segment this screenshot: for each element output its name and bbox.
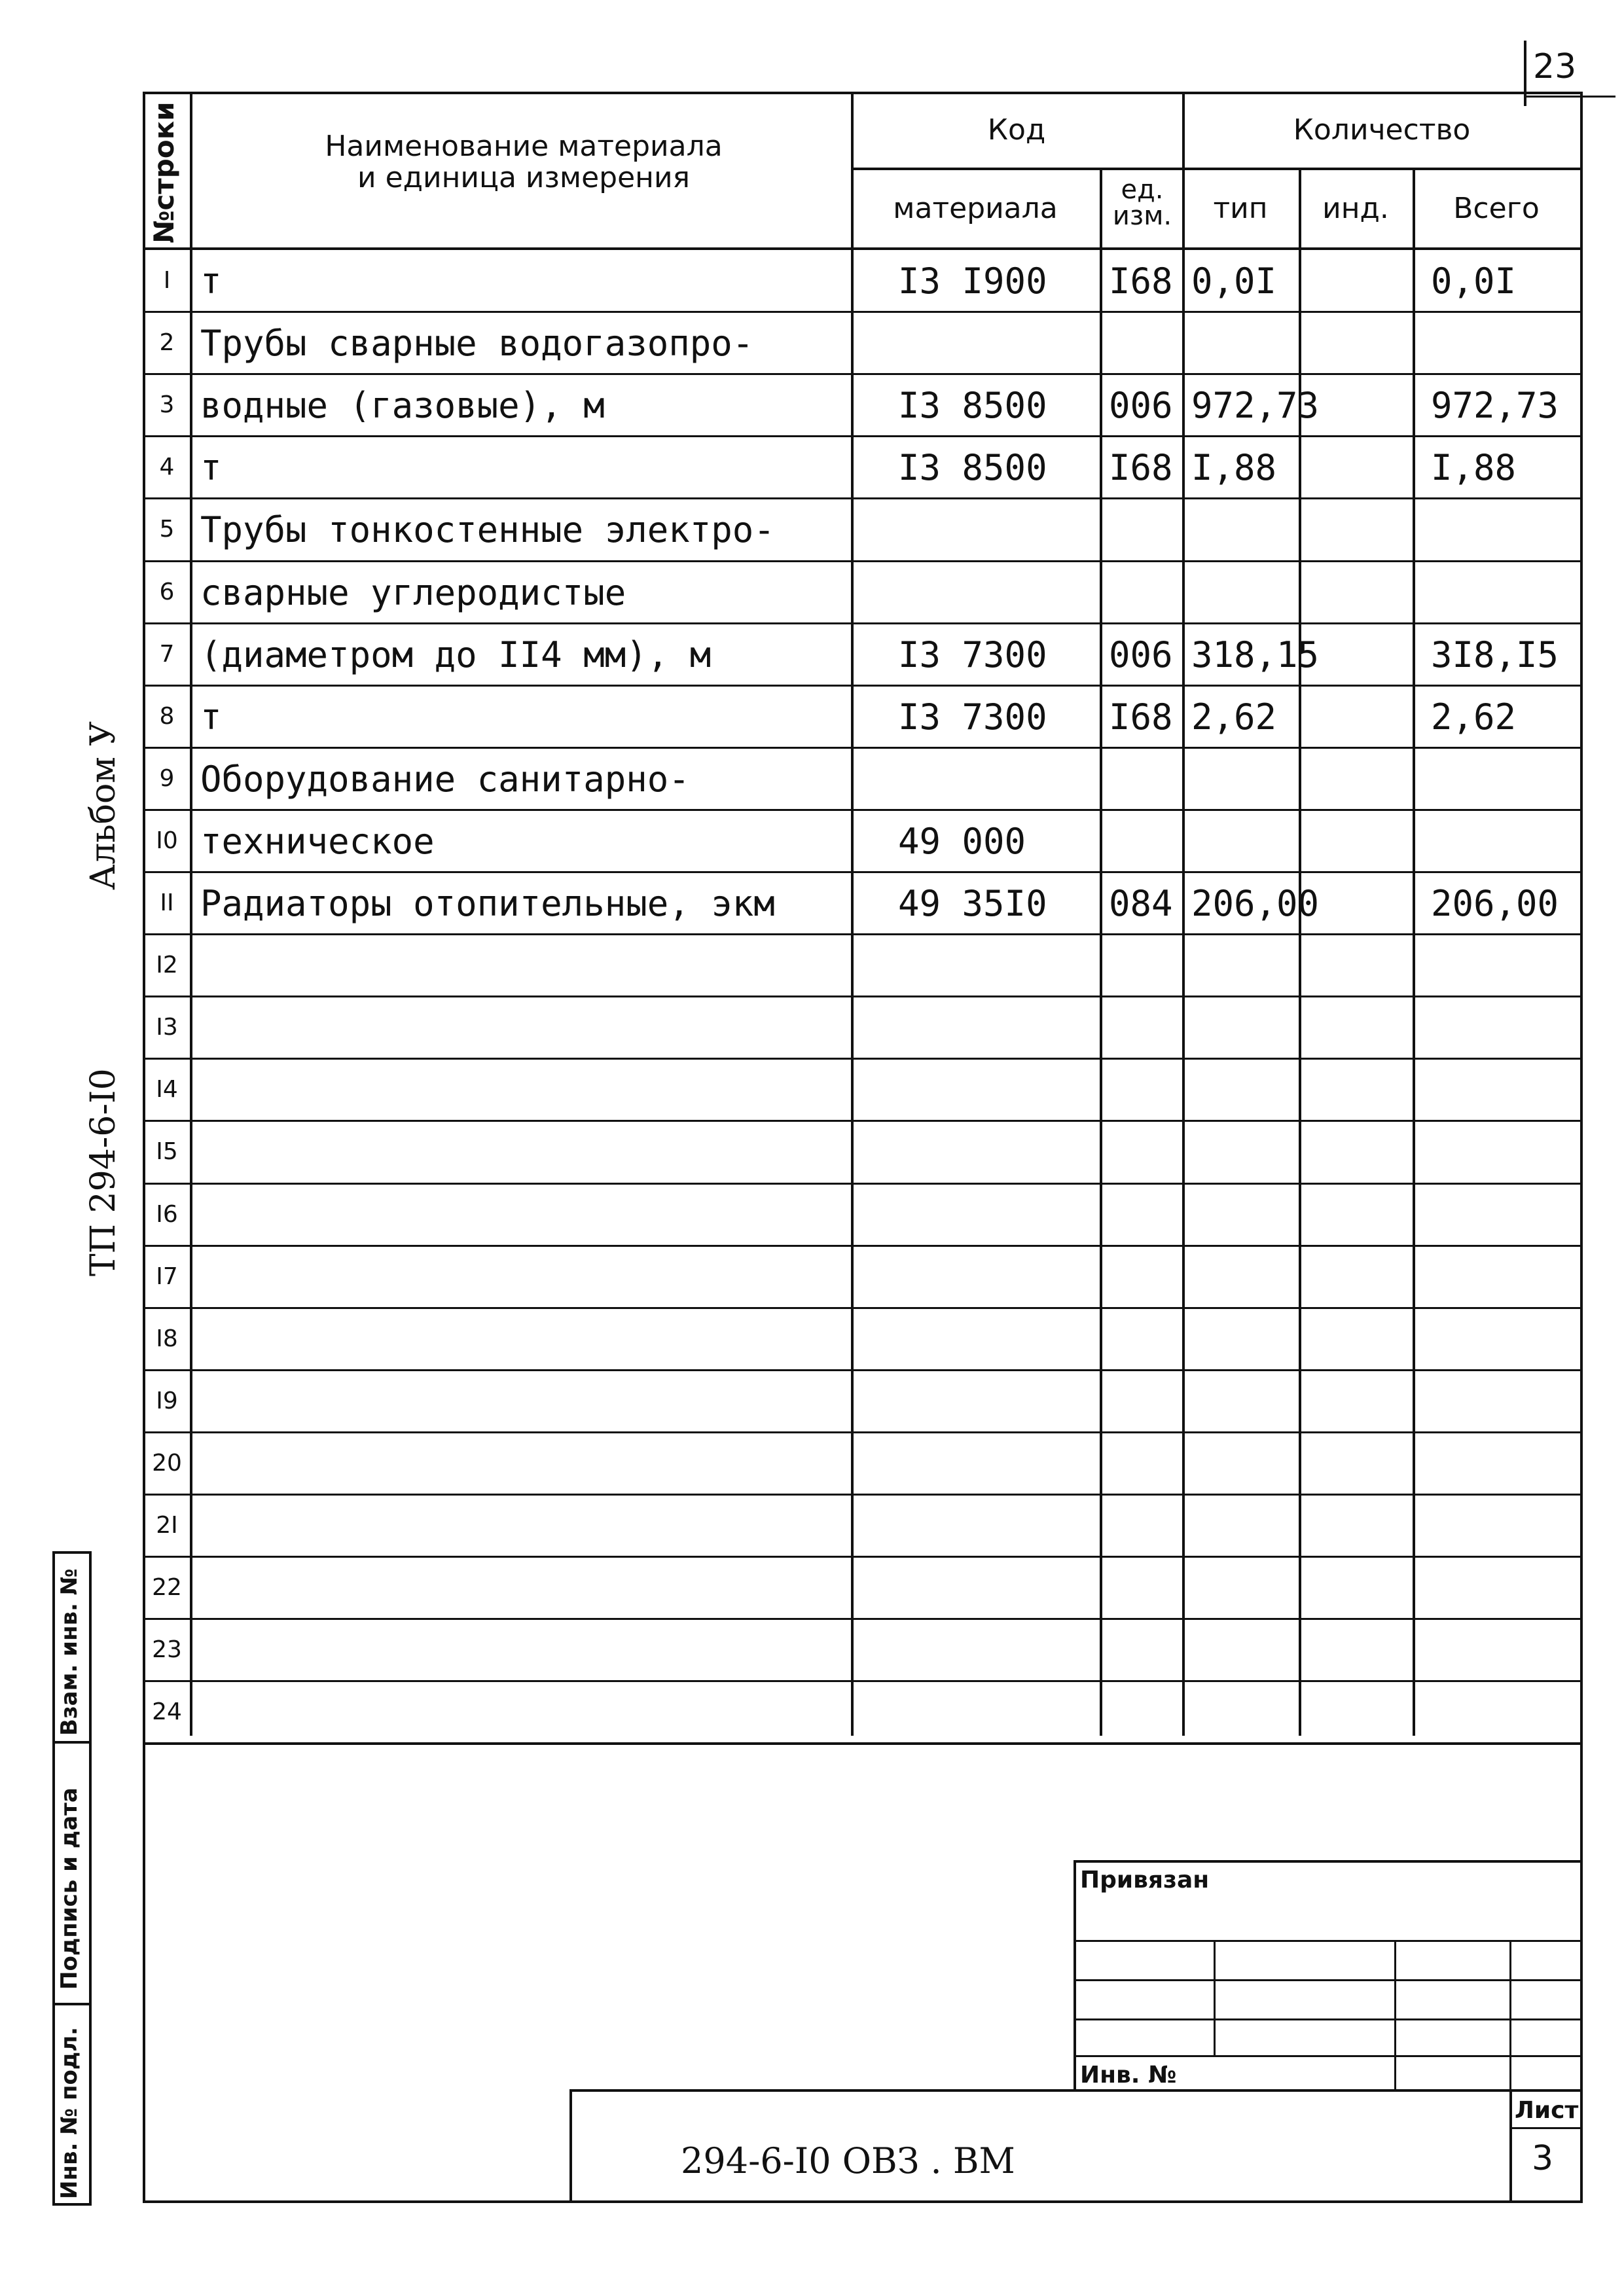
cell-unit: I68 [1109,260,1173,302]
cell-name: Оборудование санитарно- [200,758,690,800]
col-line-rownum [190,92,192,1736]
row-number: I7 [156,1263,178,1290]
table-right-border [1580,92,1583,2203]
row-separator [143,809,1583,811]
album-label: Альбом У [84,721,123,890]
row-separator [143,996,1583,997]
row-separator [143,933,1583,935]
cell-code: I3 8500 [898,385,1047,427]
header-qty: Количество [1293,113,1471,147]
title-block-sheet-divider [1509,2089,1512,2203]
row-separator [143,1245,1583,1247]
margin-top-border [52,1551,92,1554]
stamp-line-3 [1074,2018,1583,2020]
row-separator [143,1556,1583,1558]
cell-type: 0,0I [1191,260,1277,302]
cell-unit: 006 [1109,634,1173,675]
row-separator [143,1431,1583,1433]
row-separator [143,1680,1583,1682]
cell-code: I3 7300 [898,696,1047,738]
row-number: 7 [159,640,175,668]
row-number: 4 [159,454,175,481]
row-number: I6 [156,1200,178,1228]
row-number: 22 [152,1574,182,1602]
cell-code: 49 35I0 [898,883,1047,924]
row-number: I9 [156,1387,178,1414]
cell-type: 972,73 [1191,385,1320,427]
stamp-col-1 [1214,1940,1216,2055]
margin-bottom-border [52,2203,92,2206]
header-name: Наименование материала и единица измерения [325,130,723,195]
sheet-label-divider [1509,2127,1583,2129]
margin-divider-2 [52,2003,92,2005]
row-number: 5 [159,516,175,543]
row-number: I5 [156,1138,178,1166]
cell-name: сварные углеродистые [200,571,626,613]
cell-total: 2,62 [1431,696,1517,738]
margin-left-border [52,1551,55,2206]
title-block-left [569,2089,572,2203]
row-number: I3 [156,1014,178,1041]
row-number: I [163,267,171,294]
stamp-line-4 [1074,2055,1583,2057]
cell-unit: I68 [1109,696,1173,738]
cell-unit: 006 [1109,385,1173,427]
header-code-unit: ед. изм. [1112,175,1172,231]
row-separator [143,435,1583,437]
sheet-label: Лист [1515,2097,1579,2124]
row-number: II [160,889,174,916]
row-separator [143,497,1583,499]
row-separator [143,560,1583,562]
cell-total: 972,73 [1431,385,1559,427]
row-separator [143,622,1583,624]
cell-type: I,88 [1191,447,1277,489]
row-separator [143,685,1583,687]
header-code: Код [987,113,1046,147]
header-qty-type: тип [1213,192,1268,225]
page-number: 23 [1533,47,1577,86]
header-bottom [143,247,1583,250]
cell-name: т [200,260,222,302]
row-number: 23 [152,1636,182,1664]
col-line-code [1100,168,1102,1736]
header-qty-total: Всего [1453,192,1540,225]
row-number: 3 [159,391,175,419]
cell-name: Радиаторы отопительные, экм [200,883,775,924]
margin-inner-border [89,1551,92,2206]
cell-name: Трубы тонкостенные электро- [200,509,775,551]
stamp-line-1 [1074,1940,1583,1942]
cell-type: 206,00 [1191,883,1320,924]
header-row-no: №строки [148,101,180,243]
header-qty-ind: инд. [1322,192,1389,225]
row-number: I8 [156,1325,178,1352]
row-number: 8 [159,702,175,730]
vzam-inv-label: Взам. инв. № [56,1568,82,1736]
stamp-inv-no: Инв. № [1080,2062,1177,2089]
cell-code: 49 000 [898,820,1026,862]
cell-total: I,88 [1431,447,1517,489]
cell-total: 3I8,I5 [1431,634,1559,675]
cell-total: 0,0I [1431,260,1517,302]
cell-name: водные (газовые), м [200,385,605,427]
row-separator [143,1369,1583,1371]
col-line-name [851,92,854,1736]
col-line-ind [1413,168,1415,1736]
stamp-privyazan: Привязан [1080,1867,1210,1893]
cell-name: (диаметром до II4 мм), м [200,634,712,675]
cell-unit: I68 [1109,447,1173,489]
row-separator [143,373,1583,375]
stamp-col-2 [1394,1940,1396,2092]
stamp-line-2 [1074,1979,1583,1981]
title-block-top [569,2089,1583,2092]
table-bottom-border [143,2200,1583,2203]
cell-type: 2,62 [1191,696,1277,738]
project-code-label: ТП 294-6-I0 [84,1068,123,1276]
podpis-data-label: Подпись и дата [56,1787,82,1990]
row-separator [143,1494,1583,1496]
row-separator [143,871,1583,873]
row-number: I0 [156,827,178,854]
stamp-top [1074,1860,1583,1863]
cell-total: 206,00 [1431,883,1559,924]
row-separator [143,1307,1583,1309]
doc-code: 294-6-I0 ОВЗ . ВМ [681,2140,1015,2181]
row-number: I2 [156,952,178,979]
row-number: 6 [159,578,175,605]
row-number: 20 [152,1449,182,1477]
row-separator [143,1120,1583,1122]
stamp-col-3 [1509,1940,1511,2092]
cell-unit: 084 [1109,883,1173,924]
row-number: 24 [152,1698,182,1726]
cell-name: т [200,696,222,738]
cell-name: Трубы сварные водогазопро- [200,323,754,365]
row-separator [143,1058,1583,1060]
col-line-unit [1182,92,1185,1736]
row-number: 2 [159,329,175,357]
row-number: 9 [159,764,175,792]
sheet-number: 3 [1532,2139,1554,2178]
cell-code: I3 8500 [898,447,1047,489]
header-code-material: материала [893,192,1058,225]
cell-code: I3 7300 [898,634,1047,675]
row-separator [143,1183,1583,1185]
row-separator [143,311,1583,313]
margin-divider-1 [52,1741,92,1744]
header-subdivider [851,168,1583,170]
cell-type: 318,15 [1191,634,1320,675]
table-top-border [143,92,1583,94]
row-separator [143,1742,1583,1745]
row-number: I4 [156,1076,178,1103]
row-separator [143,1618,1583,1620]
row-number: 2I [156,1512,178,1539]
cell-name: техническое [200,820,435,862]
inv-podl-label: Инв. № подл. [56,2026,82,2199]
cell-name: т [200,447,222,489]
page-number-underline [1524,96,1615,98]
row-separator [143,747,1583,749]
cell-code: I3 I900 [898,260,1047,302]
